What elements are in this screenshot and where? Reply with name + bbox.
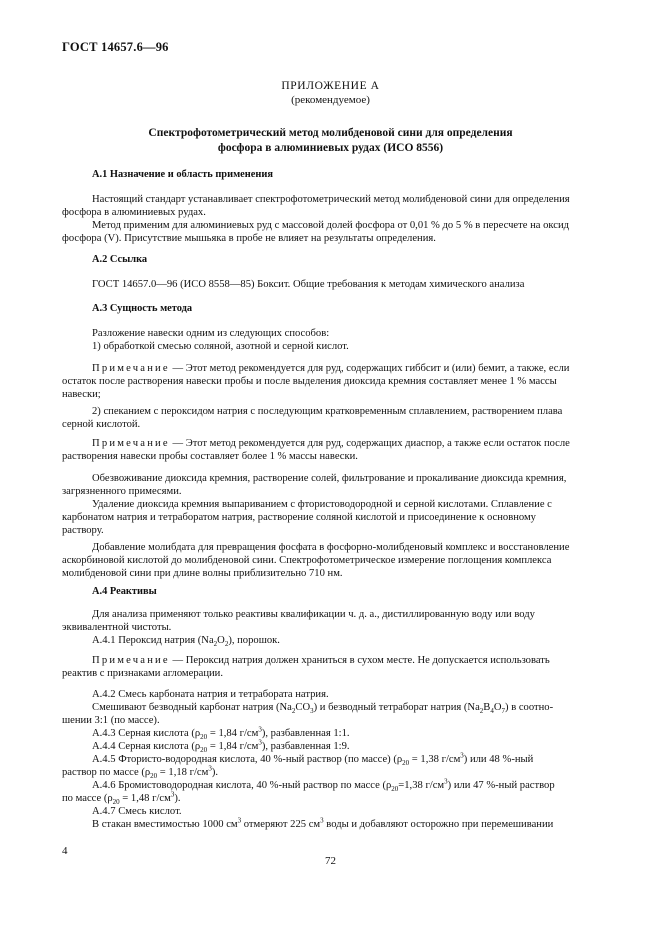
section-a3-note-2 xyxy=(62,437,599,463)
a3-note-1-line-2: остаток после растворения навески пробы и после выделения диоксида кремния составляет менее 1 % массы xyxy=(62,376,557,387)
a4-item-1: А.4.1 Пероксид натрия $(Na_2O_2)$, порошок. xyxy=(92,635,280,649)
section-a4-note-3 xyxy=(62,654,599,680)
a3-paragraph-4-line-2: карбонатом натрия и тетраборатом натрия, растворение соляной кислотой и присоединение к основному xyxy=(62,512,536,523)
a3-paragraph-1-line-1: Разложение навески одним из следующих способов: xyxy=(92,328,330,339)
section-a2 xyxy=(92,253,599,266)
a3-paragraph-5-line-1: Добавление молибдата для превращения фосфата в фосфорно-молибденовый комплекс и восстановление xyxy=(92,542,570,553)
a1-paragraph-2-line-1: Метод применим для алюминиевых руд с массовой долей фосфора от 0,01 % до 5 % в пересчете на оксид xyxy=(92,220,570,231)
appendix-title: ПРИЛОЖЕНИЕ А xyxy=(281,80,380,92)
section-a2-heading: А.2 Ссылка xyxy=(92,254,148,265)
a3-paragraph-4-line-1: Удаление диоксида кремния выпариванием с фтористоводородной и серной кислотами. Сплавление с xyxy=(92,499,552,510)
section-a3-heading: А.3 Сущность метода xyxy=(92,303,193,314)
a3-paragraph-3-line-1: Обезвоживание диоксида кремния, растворение солей, фильтрование и прокаливание диоксида кремния, xyxy=(92,473,567,484)
section-a3-body-1 xyxy=(92,327,599,353)
main-title-line-1: Спектрофотометрический метод молибденовой сини для определения xyxy=(148,127,513,139)
a3-paragraph-5-line-3: молибденовой сини при длине волны приблизительно 710 нм. xyxy=(62,568,343,579)
note-label: Примечание xyxy=(92,655,170,666)
a1-paragraph-1-line-2: фосфора в алюминиевых рудах. xyxy=(62,207,206,218)
a3-note-2-line-2: растворения навески пробы составляет более 1 % массы навески. xyxy=(62,451,358,462)
main-title xyxy=(0,126,661,156)
section-a3-body-2 xyxy=(62,405,599,431)
a4-item-5-line-2: раствор по массе ($\rho_{20} = 1,18$ $г/см^3$). xyxy=(62,764,218,781)
a1-paragraph-1-line-1: Настоящий стандарт устанавливает спектрофотометрический метод молибденовой сини для определения xyxy=(92,194,570,205)
a4-note-3-line-2: реактив с признаками агломерации. xyxy=(62,668,223,679)
a4-item-7: А.4.7 Смесь кислот. xyxy=(92,806,182,817)
section-a3-body-3 xyxy=(62,472,599,537)
a3-paragraph-1-line-2: 1) обработкой смесью соляной, азотной и серной кислот. xyxy=(92,341,349,352)
a3-note-1-line-1 xyxy=(92,362,599,375)
a3-note-1-line-3: навески; xyxy=(62,389,101,400)
section-a3-note-1 xyxy=(62,362,599,401)
a2-paragraph-1: ГОСТ 14657.0—96 (ИСО 8558—85) Боксит. Общие требования к методам химического анализа xyxy=(92,279,525,290)
a4-item-7-paragraph-line-1: В стакан вместимостью 1000 $см^3$ отмеряют 225 $см^3$ воды и добавляют осторожно при перемешивании xyxy=(92,816,554,830)
a4-paragraph-1-line-2: эквивалентной чистоты. xyxy=(62,622,172,633)
section-a4-body-1 xyxy=(62,608,599,649)
a3-note-2-line-1 xyxy=(92,437,599,450)
note-1-text: — Этот метод рекомендуется для руд, содержащих гиббсит и (или) бемит, а также, если xyxy=(169,363,570,374)
a4-item-2: А.4.2 Смесь карбоната натрия и тетрабората натрия. xyxy=(92,689,329,700)
a4-note-3-line-1 xyxy=(92,654,599,667)
a4-item-3: А.4.3 Серная кислота ($\rho_{20} = 1,84$ $г/см^3$), разбавленная 1:1. xyxy=(92,725,350,742)
a4-item-2-paragraph-line-2: шении 3:1 (по массе). xyxy=(62,715,160,726)
section-a4 xyxy=(92,585,599,598)
section-a1-body xyxy=(62,193,599,245)
section-a2-body xyxy=(92,278,599,291)
a4-item-6-line-1: А.4.6 Бромистоводородная кислота, 40 %-ный раствор по массе ($\rho_{20}=1,38$ $г/см^3$) или 47 %-ный раствор xyxy=(92,777,555,794)
a4-item-4: А.4.4 Серная кислота ($\rho_{20} = 1,84$ $г/см^3$), разбавленная 1:9. xyxy=(92,738,350,755)
note-label: Примечание xyxy=(92,438,170,449)
a3-paragraph-4-line-3: раствору. xyxy=(62,525,104,536)
note-label: Примечание xyxy=(92,363,170,374)
section-a1-heading: А.1 Назначение и область применения xyxy=(92,169,273,180)
appendix-subtitle: (рекомендуемое) xyxy=(291,94,370,106)
a3-paragraph-2-line-1: 2) спеканием с пероксидом натрия с последующим кратковременным сплавлением, растворением плава xyxy=(92,406,563,417)
section-a4-heading: А.4 Реактивы xyxy=(92,586,157,597)
section-a1 xyxy=(92,168,599,181)
a4-item-6-line-2: по массе ($\rho_{20} = 1,48$ $г/см^3$). xyxy=(62,790,181,807)
a3-paragraph-3-line-2: загрязненного примесями. xyxy=(62,486,182,497)
left-page-number: 4 xyxy=(62,845,68,857)
note-2-text: — Этот метод рекомендуется для руд, содержащих диаспор, а также если остаток после xyxy=(169,438,570,449)
section-a4-body-2 xyxy=(62,688,599,831)
note-3-text: — Пероксид натрия должен храниться в сухом месте. Не допускается использовать xyxy=(169,655,550,666)
a4-paragraph-1-line-1: Для анализа применяют только реактивы квалификации ч. д. а., дистиллированную воду или воду xyxy=(92,609,535,620)
a3-paragraph-2-line-2: серной кислотой. xyxy=(62,419,141,430)
section-a3-body-4 xyxy=(62,541,599,580)
a3-paragraph-5-line-2: аскорбиновой кислотой до молибденовой сини. Спектрофотометрическое измерение поглощения комплекса xyxy=(62,555,552,566)
center-page-number: 72 xyxy=(325,855,336,867)
a4-item-5-line-1: А.4.5 Фтористо-водородная кислота, 40 %-ный раствор (по массе) ($\rho_{20} = 1,38$ $г/см^3$) или 48 %-ный xyxy=(92,751,534,768)
section-a3 xyxy=(92,302,599,315)
main-title-line-2: фосфора в алюминиевых рудах (ИСО 8556) xyxy=(217,142,444,154)
a1-paragraph-2-line-2: фосфора (V). Присутствие мышьяка в пробе не влияет на результаты определения. xyxy=(62,233,436,244)
document-id-header: ГОСТ 14657.6—96 xyxy=(62,40,169,54)
a4-item-2-paragraph-line-1: Смешивают безводный карбонат натрия $(Na_2CO_3)$ и безводный тетраборат натрия $(Na_2B_4O_7)$ в соотно- xyxy=(92,702,554,716)
